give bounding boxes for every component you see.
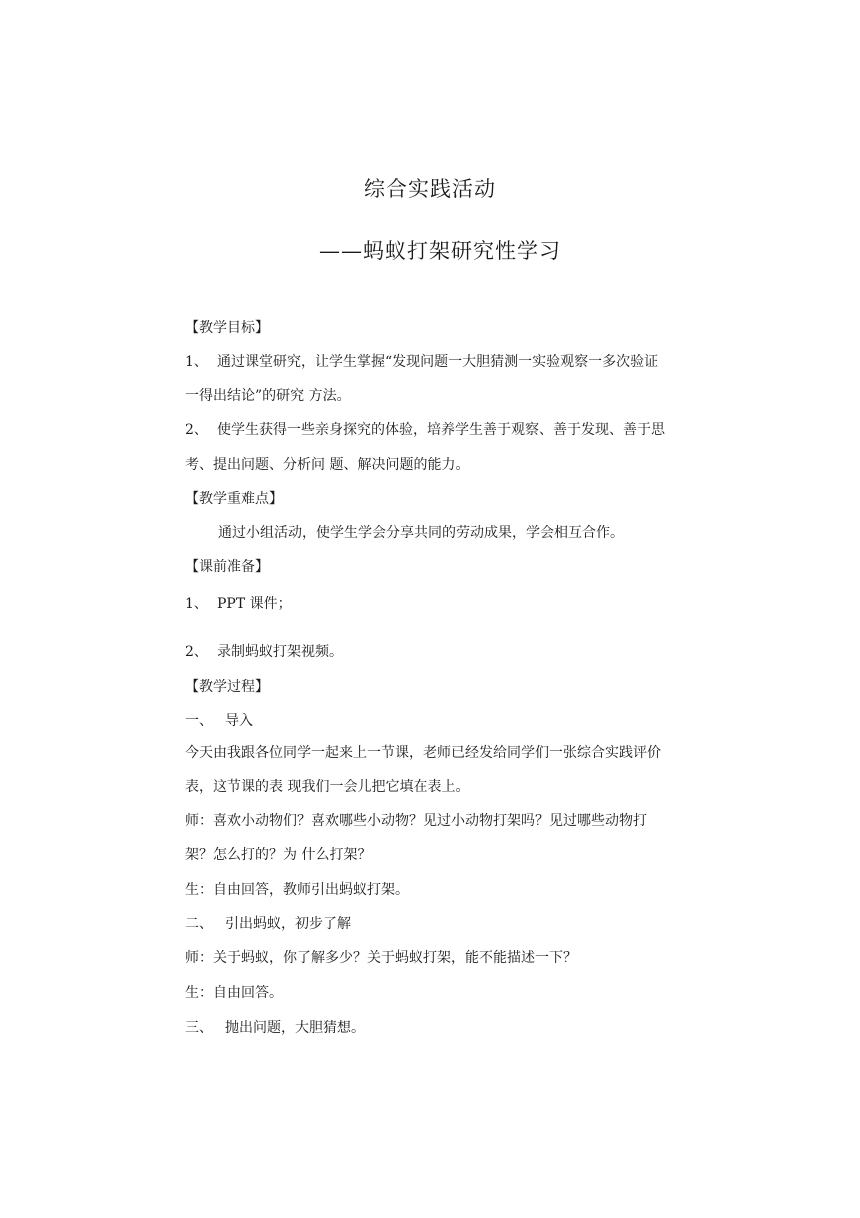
step-1-text: 导入 [225,713,253,729]
step-1-heading [185,711,253,731]
step-2-text: 引出蚂蚁，初步了解 [225,916,351,932]
prep-item-2-text: 录制蚂蚁打架视频。 [217,644,343,660]
step-2-heading [185,914,351,934]
goal-2-number: 2、 [185,422,208,438]
paragraph-2-line-1: 师：喜欢小动物们？喜欢哪些小动物？见过小动物打架吗？见过哪些动物打 [185,813,647,829]
goal-1-line-1 [185,352,658,372]
paragraph-3: 生：自由回答，教师引出蚂蚁打架。 [185,882,409,898]
goal-2-line-2: 考、提出问题、分析问 题、解决问题的能力。 [185,457,470,473]
goal-1-text: 通过课堂研究，让学生掌握“发现问题一大胆猜测一实验观察一多次验证 [217,354,659,370]
step-3-number: 三、 [185,1020,213,1036]
goal-2-text: 使学生获得一些亲身探究的体验，培养学生善于观察、善于发现、善于思 [217,422,665,438]
paragraph-1-line-2: 表，这节课的表 现我们一会儿把它填在表上。 [185,779,470,795]
prep-item-2 [185,642,343,662]
step-3-text: 抛出问题，大胆猜想。 [225,1020,365,1036]
prep-item-2-number: 2、 [185,644,208,660]
paragraph-1-line-1: 今天由我跟各位同学一起来上一节课，老师已经发给同学们一张综合实践评价 [185,745,661,761]
paragraph-5: 生：自由回答。 [185,985,283,1001]
goal-1-number: 1、 [185,354,208,370]
paragraph-4: 师：关于蚂蚁，你了解多少？关于蚂蚁打架，能不能描述一下？ [185,950,577,966]
prep-item-1 [185,594,292,614]
section-heading-key-points: 【教学重难点】 [185,491,283,507]
paragraph-2-line-2: 架？怎么打的？为 什么打架？ [185,847,372,863]
goal-1-line-2: 一得出结论”的研究 方法。 [185,388,351,404]
section-heading-process: 【教学过程】 [185,679,269,695]
document-subtitle: ——蚂蚁打架研究性学习 [319,239,561,263]
step-2-number: 二、 [185,916,213,932]
prep-item-1-number: 1、 [185,596,208,612]
key-points-text: 通过小组活动，使学生学会分享共同的劳动成果，学会相互合作。 [218,525,624,541]
document-title: 综合实践活动 [364,177,496,201]
goal-2-line-1 [185,420,665,440]
section-heading-preparation: 【课前准备】 [185,559,269,575]
prep-item-1-text: PPT 课件； [217,596,292,612]
section-heading-goals: 【教学目标】 [185,320,269,336]
step-3-heading [185,1018,365,1038]
step-1-number: 一、 [185,713,213,729]
